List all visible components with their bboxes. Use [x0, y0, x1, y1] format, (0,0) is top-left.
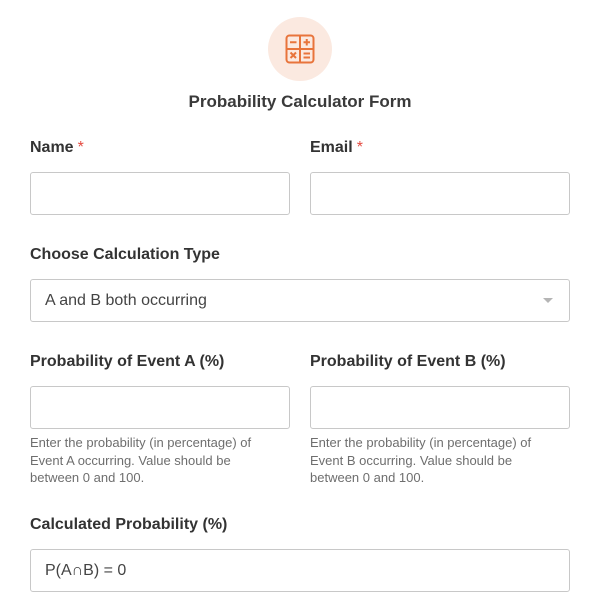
- email-label: [310, 139, 363, 157]
- event-b-help: Enter the probability (in percentage) of Event B occurring. Value should be between 0 and 100.: [310, 435, 532, 485]
- name-input[interactable]: [30, 172, 290, 215]
- name-label: [30, 139, 84, 157]
- event-a-label: Probability of Event A (%): [30, 353, 225, 370]
- required-marker: *: [356, 139, 363, 156]
- event-b-label: Probability of Event B (%): [310, 353, 506, 370]
- event-a-input[interactable]: [30, 386, 290, 429]
- calculated-probability-value: P(A∩B) = 0: [45, 561, 127, 579]
- form-title: Probability Calculator Form: [188, 92, 412, 111]
- calculated-probability-label: Calculated Probability (%): [30, 516, 228, 533]
- event-a-help: Enter the probability (in percentage) of Event A occurring. Value should be between 0 and 100.: [30, 435, 252, 485]
- calculation-type-select[interactable]: [30, 279, 570, 322]
- chevron-down-icon: [543, 298, 553, 303]
- email-label-text: Email: [310, 139, 353, 156]
- calculator-icon: [285, 34, 315, 64]
- email-input[interactable]: [310, 172, 570, 215]
- form-icon-badge: [268, 17, 332, 81]
- calculation-type-label: Choose Calculation Type: [30, 246, 220, 263]
- name-label-text: Name: [30, 139, 74, 156]
- calculation-type-value: A and B both occurring: [45, 291, 207, 309]
- event-b-input[interactable]: [310, 386, 570, 429]
- calculated-probability-field[interactable]: [30, 549, 570, 592]
- required-marker: *: [77, 139, 84, 156]
